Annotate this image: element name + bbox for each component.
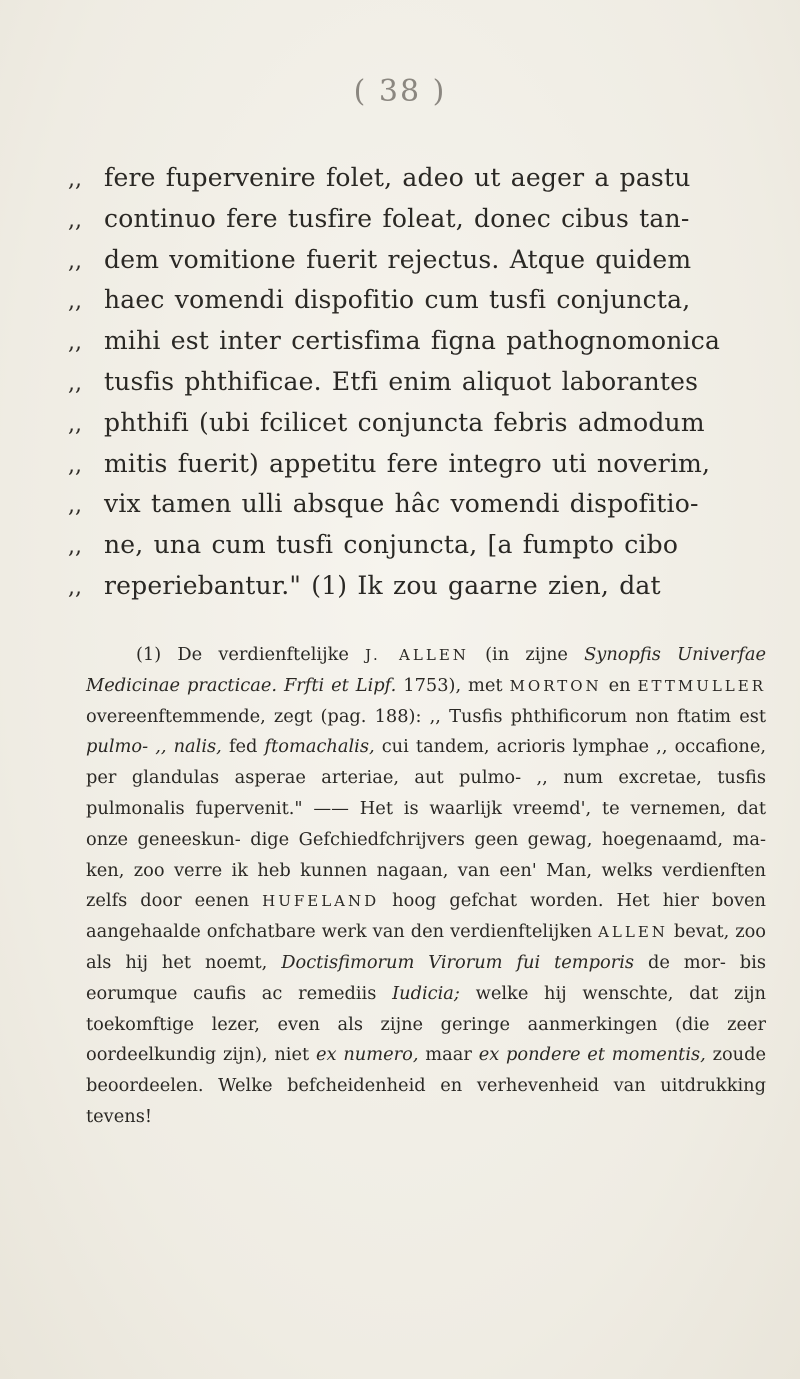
quote-line bbox=[68, 321, 768, 362]
latin-term: pulmo- ,, nalis, bbox=[86, 736, 222, 758]
quote-line-text: continuo fere tusfire foleat, donec cibus tan- bbox=[104, 203, 690, 233]
quote-line-text: fere fupervenire folet, adeo ut aeger a pastu bbox=[104, 163, 691, 192]
footnote-text: welke hij wenschte, dat zijn toekomftige lezer, even als zijne geringe aanmerkingen (die zeer oordeelkundig zijn), niet bbox=[86, 982, 767, 1066]
quote-line-text: ne, una cum tusfi conjuncta, [a fumpto cibo bbox=[104, 530, 679, 560]
quote-line-text: mihi est inter certisfima figna pathognomonica bbox=[104, 326, 721, 356]
footnote-text: de mor- bis eorumque caufis ac remediis bbox=[86, 951, 766, 1004]
footnote-text: (in zijne bbox=[485, 644, 568, 665]
latin-term: ftomachalis, bbox=[264, 736, 375, 758]
latin-term: Doctisfimorum Virorum fui temporis bbox=[281, 951, 635, 973]
footnote-text: zoude beoordeelen. Welke befcheidenheid en verhevenheid van uitdrukking tevens! bbox=[86, 1044, 767, 1127]
quote-line-text: reperiebantur." (1) Ik zou gaarne zien, dat bbox=[104, 570, 661, 600]
quote-line-text: phthifi (ubi fcilicet conjuncta febris admodum bbox=[104, 407, 705, 437]
quote-mark: ,, bbox=[68, 330, 82, 356]
quote-line bbox=[68, 403, 768, 444]
quote-line-text: vix tamen ulli absque hâc vomendi dispofitio- bbox=[104, 489, 699, 519]
latin-term: Iudicia; bbox=[392, 982, 460, 1004]
quote-line-text: haec vomendi dispofitio cum tusfi conjuncta, bbox=[104, 285, 691, 315]
footnote-text: bevat, zoo als hij het noemt, bbox=[86, 921, 766, 973]
footnote-paragraph bbox=[86, 640, 766, 1133]
quote-mark: ,, bbox=[68, 167, 82, 192]
quote-line bbox=[68, 566, 768, 607]
quote-line bbox=[68, 525, 768, 566]
latin-term: ex pondere et momentis, bbox=[478, 1044, 706, 1066]
book-title: Synopfis Univerfae Medicinae practicae. Frfti et Lipf. bbox=[86, 644, 766, 696]
footnote-text: maar bbox=[425, 1044, 472, 1066]
author-name: ALLEN bbox=[598, 923, 668, 942]
quote-line bbox=[68, 199, 768, 240]
author-name: J. ALLEN bbox=[365, 646, 469, 664]
footnote-text: cui tandem, acrioris lymphae ,, occafione, per glandulas asperae arteriae, aut pulmo- ,, num excretae, tusfis pulmonalis fupervenit." —— Het is waarlijk vreemd', te vernemen, dat onze geneeskun- dige Gefchiedfchrijvers geen gewag, hoegenaamd, ma- ken, zoo verre ik heb kunnen nagaan, van een' Man, welks verdienften zelfs door eenen bbox=[86, 736, 766, 912]
quote-mark: ,, bbox=[68, 411, 82, 437]
quote-mark: ,, bbox=[68, 248, 82, 274]
quote-line bbox=[68, 484, 768, 525]
quote-mark: ,, bbox=[68, 207, 82, 233]
quote-line-text: dem vomitione fuerit rejectus. Atque quidem bbox=[104, 244, 692, 274]
footnote-text: hoog gefchat worden. Het hier boven aangehaalde onfchatbare werk van den verdienftelijken bbox=[86, 890, 766, 943]
author-name: HUFELAND bbox=[262, 892, 380, 911]
quote-line bbox=[68, 444, 768, 485]
page-number: ( 38 ) bbox=[353, 74, 447, 109]
quote-line bbox=[68, 158, 768, 199]
footnote-text: (1) De verdienftelijke bbox=[136, 644, 349, 665]
quote-mark: ,, bbox=[68, 452, 82, 478]
quote-mark: ,, bbox=[68, 534, 82, 560]
quote-mark: ,, bbox=[68, 574, 82, 600]
latin-term: ex numero, bbox=[315, 1044, 419, 1066]
quote-line bbox=[68, 362, 768, 403]
footnote-text: fed bbox=[228, 736, 258, 758]
footnote bbox=[86, 640, 766, 1133]
quote-line-text: mitis fuerit) appetitu fere integro uti noverim, bbox=[104, 448, 711, 478]
quote-mark: ,, bbox=[68, 493, 82, 519]
quote-line bbox=[68, 240, 768, 281]
latin-quotation bbox=[68, 158, 768, 607]
quote-mark: ,, bbox=[68, 289, 82, 315]
quote-line-text: tusfis phthificae. Etfi enim aliquot laborantes bbox=[104, 366, 699, 396]
quote-line bbox=[68, 280, 768, 321]
footnote-text: 1753), met bbox=[403, 674, 503, 696]
author-name: ETTMULLER bbox=[637, 676, 767, 695]
footnote-text: overeenftemmende, zegt (pag. 188): ,, Tusfis phthificorum non ftatim est bbox=[86, 705, 766, 727]
author-name: MORTON bbox=[509, 676, 602, 695]
quote-mark: ,, bbox=[68, 370, 82, 396]
footnote-text: en bbox=[608, 674, 631, 696]
